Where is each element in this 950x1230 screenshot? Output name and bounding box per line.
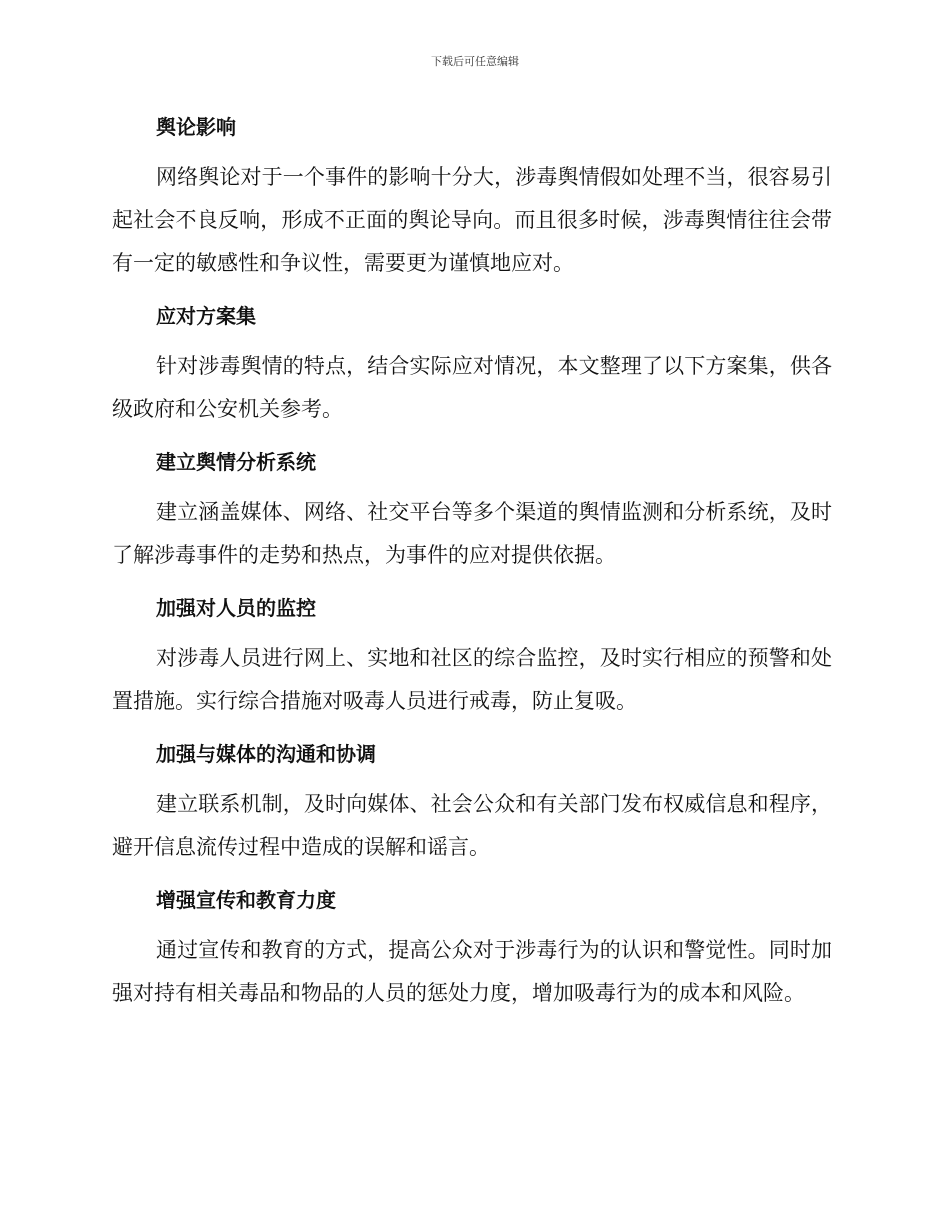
section-heading-response-plans: 应对方案集: [156, 304, 256, 328]
section-heading-public-opinion-impact: 舆论影响: [156, 115, 236, 139]
header-note: 下载后可任意编辑: [431, 55, 519, 68]
document-content: [112, 108, 832, 1027]
section-body-response-plans: 针对涉毒舆情的特点，结合实际应对情况，本文整理了以下方案集，供各级政府和公安机关参考。: [112, 354, 832, 421]
section-body-media-coordination: 建立联系机制，及时向媒体、社会公众和有关部门发布权威信息和程序，避开信息流传过程中造成的误解和谣言。: [112, 792, 832, 859]
section-body-public-opinion-impact: 网络舆论对于一个事件的影响十分大，涉毒舆情假如处理不当，很容易引起社会不良反响，形成不正面的舆论导向。而且很多时候，涉毒舆情往往会带有一定的敏感性和争议性，需要更为谨慎地应对。: [112, 165, 832, 275]
section-body-personnel-monitoring: 对涉毒人员进行网上、实地和社区的综合监控，及时实行相应的预警和处置措施。实行综合措施对吸毒人员进行戒毒，防止复吸。: [112, 646, 832, 713]
section-body-analysis-system: 建立涵盖媒体、网络、社交平台等多个渠道的舆情监测和分析系统，及时了解涉毒事件的走势和热点，为事件的应对提供依据。: [112, 500, 832, 567]
section-heading-analysis-system: 建立舆情分析系统: [156, 450, 316, 474]
section-heading-education-publicity: 增强宣传和教育力度: [156, 888, 336, 912]
section-body-education-publicity: 通过宣传和教育的方式，提高公众对于涉毒行为的认识和警觉性。同时加强对持有相关毒品和物品的人员的惩处力度，增加吸毒行为的成本和风险。: [112, 938, 832, 1005]
section-heading-media-coordination: 加强与媒体的沟通和协调: [156, 742, 376, 766]
section-heading-personnel-monitoring: 加强对人员的监控: [156, 596, 316, 620]
